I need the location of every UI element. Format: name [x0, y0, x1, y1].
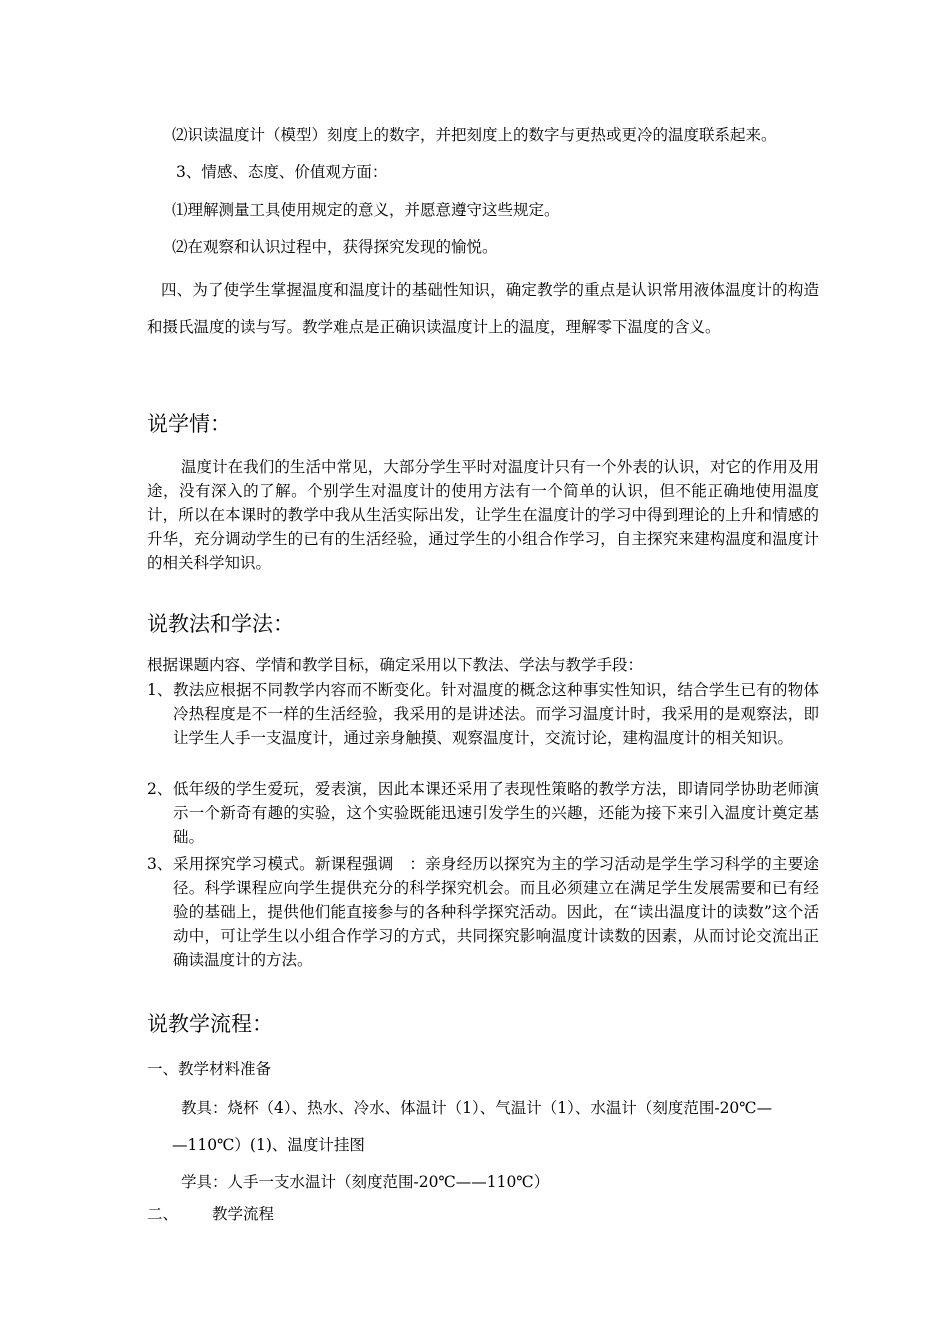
methods-heading: 说教法和学法： — [147, 612, 294, 636]
objective-section-4: 四、为了使学生掌握温度和温度计的基础性知识，确定教学的重点是认识常用液体温度计的构造和摄氏温度的读与写。教学难点是正确识读温度计上的温度，理解零下温度的含义。 — [147, 281, 819, 336]
student-tools: 学具：人手一支水温计（刻度范围-20℃——110℃） — [181, 1173, 550, 1191]
student-analysis-body: 温度计在我们的生活中常见，大部分学生平时对温度计只有一个外表的认识，对它的作用及用途，没有深入的了解。个别学生对温度计的使用方法有一个简单的认识，但不能正确地使用温度计，所以在本课时的教学中我从生活实际出发，让学生在温度计的学习中得到理论的上升和情感的升华，充分调动学生的已有的生活经验，通过学生的小组合作学习，自主探究来建构温度和温度计的相关科学知识。 — [147, 458, 819, 572]
process-part-1: 一、教学材料准备 — [147, 1060, 272, 1078]
methods-intro: 根据课题内容、学情和教学目标，确定采用以下教法、学法与教学手段： — [147, 656, 644, 674]
process-heading: 说教学流程： — [147, 1012, 273, 1036]
teacher-tools-line-1: 教具：烧杯（4）、热水、冷水、体温计（1）、气温计（1）、水温计（刻度范围-20℃— — [181, 1099, 773, 1117]
objective-sub-1: ⑴理解测量工具使用规定的意义，并愿意遵守这些规定。 — [172, 201, 560, 219]
process-part-2-label: 教学流程 — [212, 1205, 275, 1223]
method-item-number: 2、 — [147, 780, 173, 798]
student-analysis-heading: 说学情： — [147, 412, 231, 436]
process-part-2-number: 二、 — [147, 1205, 179, 1223]
objective-section-3: 3、情感、态度、价值观方面： — [176, 163, 388, 181]
teacher-tools-line-2: —110℃）(1)、温度计挂图 — [172, 1136, 365, 1154]
method-item-2 — [147, 777, 819, 849]
method-item-3 — [147, 852, 819, 972]
method-item-text: 采用探究学习模式。新课程强调 ：亲身经历以探究为主的学习活动是学生学习科学的主要途径。科学课程应向学生提供充分的科学探究机会。而且必须建立在满足学生发展需要和已有经验的基础上，提供他们能直接参与的各种科学探究活动。因此，在“读出温度计的读数”这个活动中，可让学生以小组合作学习的方式，共同探究影响温度计读数的因素，从而讨论交流出正确读温度计的方法。 — [173, 855, 819, 969]
method-item-text: 教法应根据不同教学内容而不断变化。针对温度的概念这种事实性知识，结合学生已有的物体冷热程度是不一样的生活经验，我采用的是讲述法。而学习温度计时，我采用的是观察法，即让学生人手一支温度计，通过亲身触摸、观察温度计，交流讨论，建构温度计的相关知识。 — [173, 681, 819, 747]
method-item-number: 1、 — [147, 681, 173, 699]
objective-item-2: ⑵识读温度计（模型）刻度上的数字，并把刻度上的数字与更热或更冷的温度联系起来。 — [172, 126, 777, 144]
method-item-1 — [147, 678, 819, 750]
method-item-number: 3、 — [147, 855, 173, 873]
method-item-text: 低年级的学生爱玩，爱表演，因此本课还采用了表现性策略的教学方法，即请同学协助老师演示一个新奇有趣的实验，这个实验既能迅速引发学生的兴趣，还能为接下来引入温度计奠定基础。 — [173, 780, 819, 846]
objective-sub-2: ⑵在观察和认识过程中，获得探究发现的愉悦。 — [172, 238, 498, 256]
